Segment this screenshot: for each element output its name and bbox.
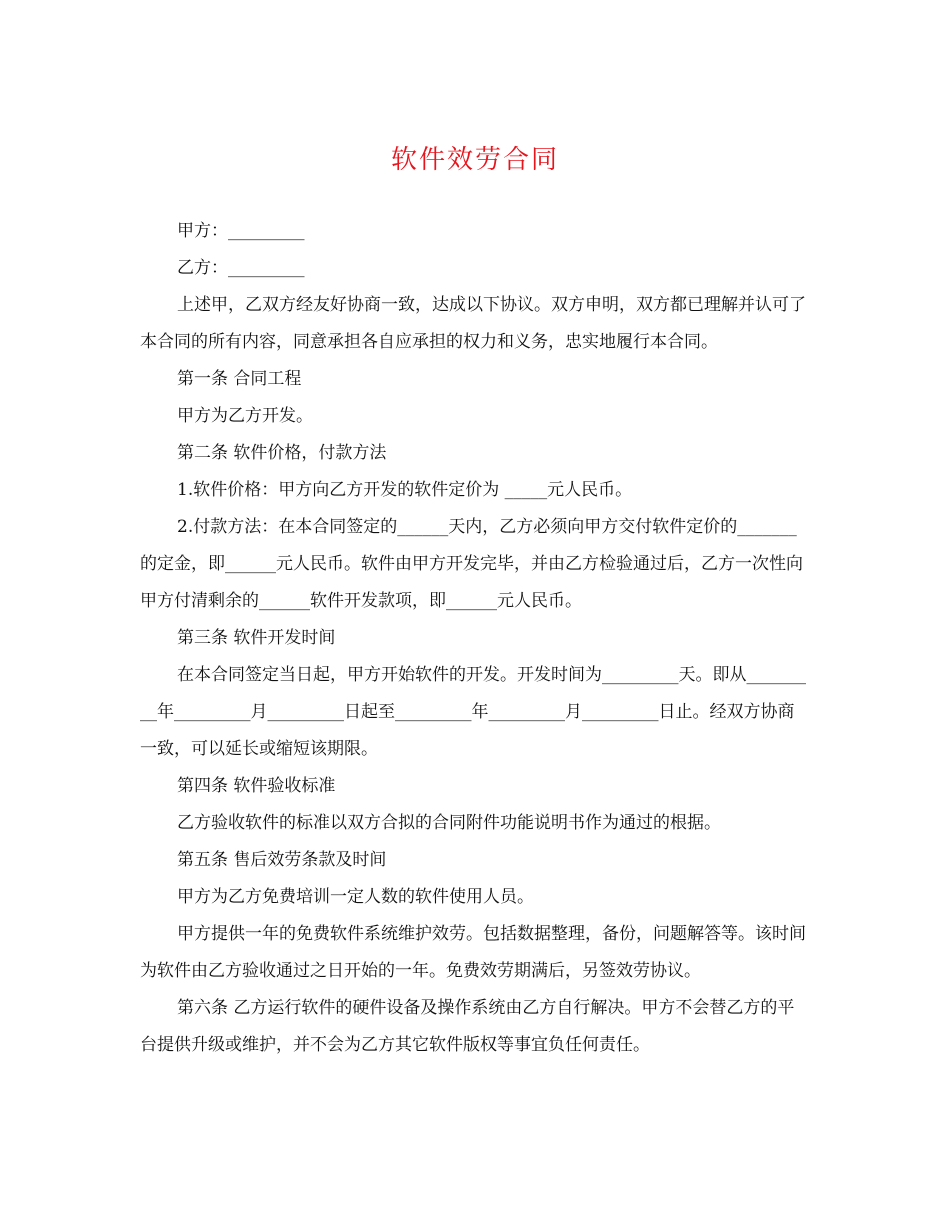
article-1-text: 甲方为乙方开发。 [177, 406, 313, 426]
party-b-line: 乙方：_________ [177, 258, 305, 278]
document-title: 软件效劳合同 [390, 145, 559, 175]
article-2-heading: 第二条 软件价格，付款方法 [177, 443, 387, 463]
article-3-heading: 第三条 软件开发时间 [177, 628, 336, 648]
party-a-line: 甲方：_________ [177, 221, 305, 241]
article-2-item-1: 1.软件价格：甲方向乙方开发的软件定价为 _____元人民币。 [177, 480, 633, 500]
article-2-item-2: 2.付款方法：在本合同签定的______天内，乙方必须向甲方交付软件定价的_______的定金，即______元人民币。软件由甲方开发完毕，并由乙方检验通过后，乙方一次性向甲方付清剩余的______软件开发款项，即______元人民币。 [140, 517, 803, 611]
article-3-text: 在本合同签定当日起，甲方开始软件的开发。开发时间为_________天。即从_________年_________月_________日起至_________年_________月_________日止。经双方协商一致，可以延长或缩短该期限。 [140, 665, 806, 759]
article-1-heading: 第一条 合同工程 [177, 369, 302, 389]
document-body [140, 213, 808, 1064]
preamble-paragraph: 上述甲，乙双方经友好协商一致，达成以下协议。双方申明，双方都已理解并认可了本合同的所有内容，同意承担各自应承担的权力和义务，忠实地履行本合同。 [140, 295, 806, 352]
article-5-text-2: 甲方提供一年的免费软件系统维护效劳。包括数据整理，备份，问题解答等。该时间为软件由乙方验收通过之日开始的一年。免费效劳期满后，另签效劳协议。 [140, 924, 806, 981]
article-6-text: 第六条 乙方运行软件的硬件设备及操作系统由乙方自行解决。甲方不会替乙方的平台提供升级或维护，并不会为乙方其它软件版权等事宜负任何责任。 [140, 998, 795, 1055]
article-5-text-1: 甲方为乙方免费培训一定人数的软件使用人员。 [177, 887, 534, 907]
article-4-heading: 第四条 软件验收标准 [177, 776, 336, 796]
article-5-heading: 第五条 售后效劳条款及时间 [177, 850, 387, 870]
article-4-text: 乙方验收软件的标准以双方合拟的合同附件功能说明书作为通过的根据。 [177, 813, 721, 833]
